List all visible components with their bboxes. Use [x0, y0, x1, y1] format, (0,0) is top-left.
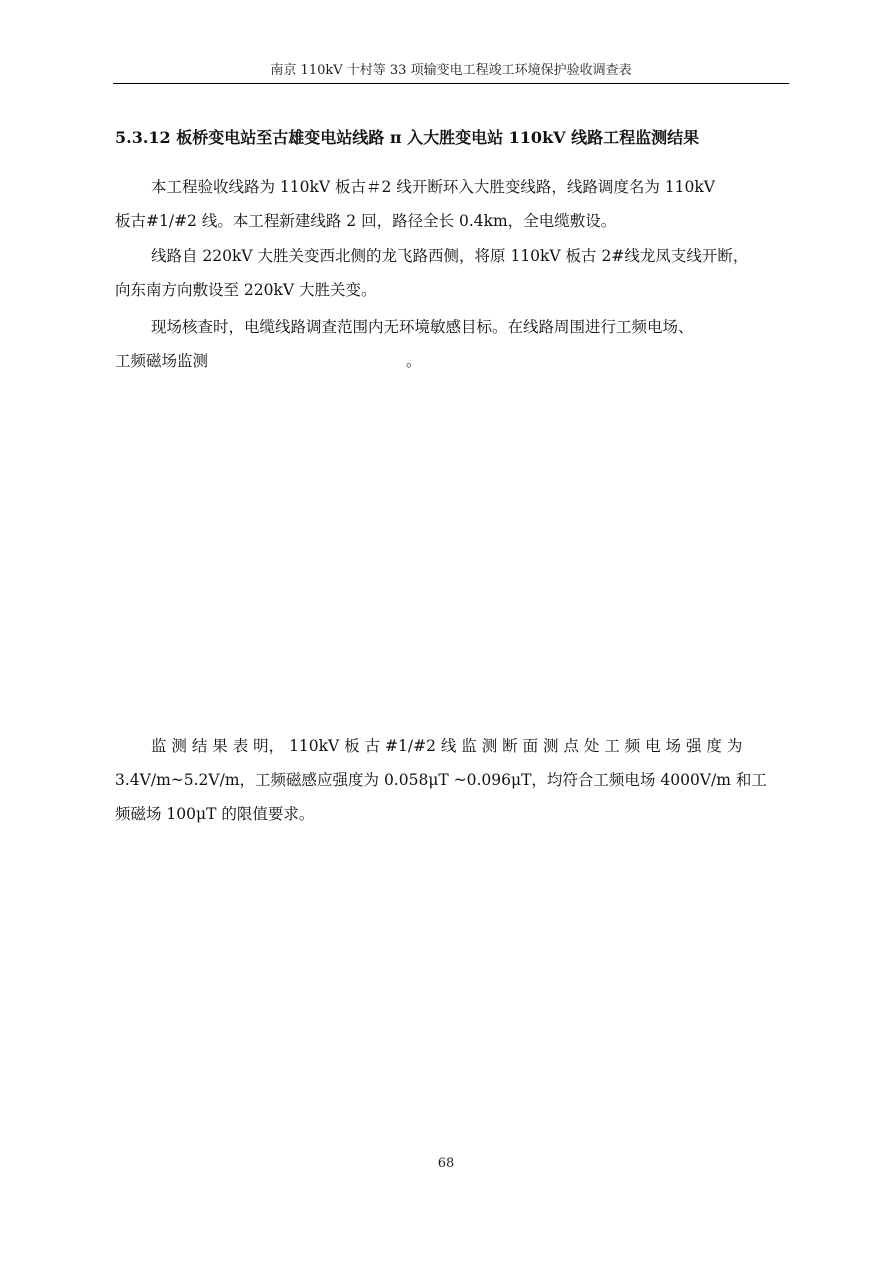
paragraph-monitoring-results — [115, 729, 789, 831]
paragraph-line-end: 。 — [406, 352, 422, 370]
paragraph-line: 板古#1/#2 线。本工程新建线路 2 回，路径全长 0.4km，全电缆敷设。 — [115, 212, 617, 230]
page-number: 68 — [437, 1156, 455, 1171]
paragraph-line: 3.4V/m~5.2V/m，工频磁感应强度为 0.058μT ~0.096μT，均符合工频电场 4000V/m 和工 — [115, 771, 767, 789]
section-heading: 5.3.12 板桥变电站至古雄变电站线路 π 入大胜变电站 110kV 线路工程监测结果 — [115, 128, 700, 147]
paragraph-line-start: 工频磁场监测 — [115, 352, 209, 370]
paragraph-line: 现场核查时，电缆线路调查范围内无环境敏感目标。在线路周围进行工频电场、 — [151, 318, 694, 336]
running-header-title: 南京 110kV 十村等 33 项输变电工程竣工环境保护验收调查表 — [270, 63, 632, 78]
paragraph-line: 频磁场 100μT 的限值要求。 — [115, 805, 315, 823]
paragraph-line: 本工程验收线路为 110kV 板古＃2 线开断环入大胜变线路，线路调度名为 110kV — [151, 178, 715, 196]
paragraph-route-description — [115, 239, 789, 307]
header-divider — [113, 83, 789, 84]
paragraph-line — [115, 344, 789, 378]
paragraph-project-description — [115, 170, 789, 238]
paragraph-line: 线路自 220kV 大胜关变西北侧的龙飞路西侧，将原 110kV 板古 2#线龙凤支线开断， — [151, 247, 749, 265]
paragraph-site-check — [115, 310, 789, 378]
paragraph-line: 监 测 结 果 表 明， 110kV 板 古 #1/#2 线 监 测 断 面 测 点 处 工 频 电 场 强 度 为 — [151, 737, 743, 755]
paragraph-line: 向东南方向敷设至 220kV 大胜关变。 — [115, 281, 377, 299]
